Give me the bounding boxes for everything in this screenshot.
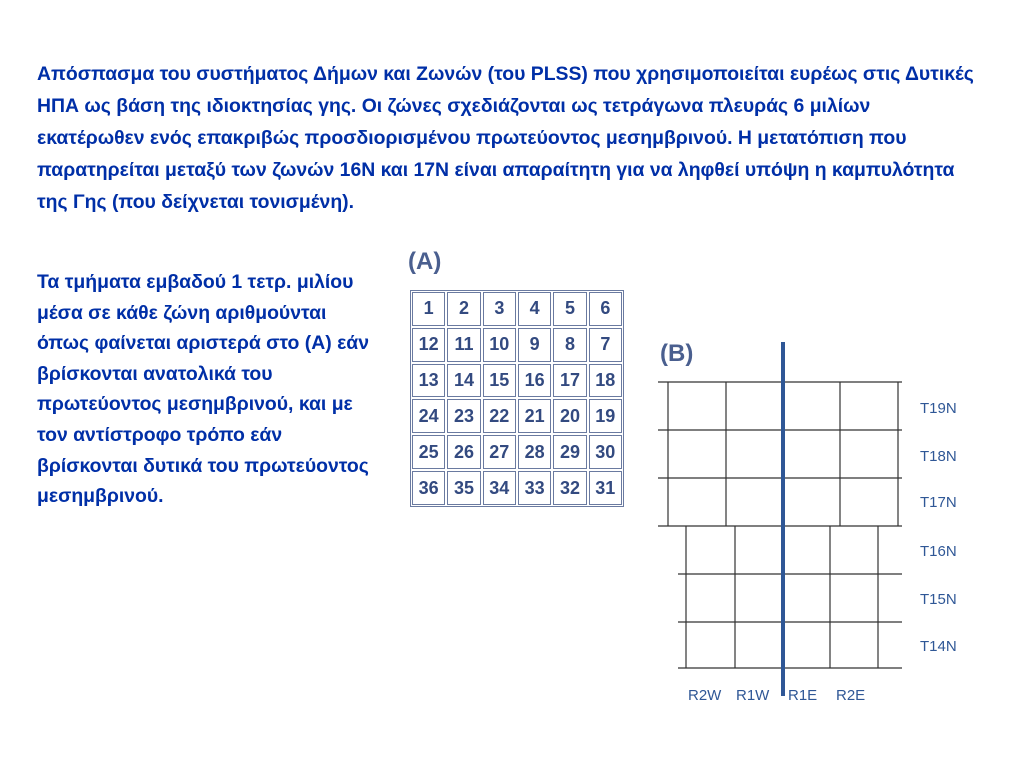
section-cell: 22 [483, 399, 516, 433]
section-cell: 12 [412, 328, 445, 362]
section-cell: 30 [589, 435, 622, 469]
section-cell: 28 [518, 435, 551, 469]
township-label: T14N [920, 638, 957, 655]
figure-b-label: (B) [660, 340, 694, 367]
section-cell: 15 [483, 364, 516, 398]
township-label: T19N [920, 400, 957, 417]
range-label: R2E [836, 687, 866, 704]
section-numbering-grid [410, 290, 624, 507]
range-label: R1W [736, 687, 770, 704]
section-cell: 36 [412, 471, 445, 505]
section-cell: 2 [447, 292, 480, 326]
township-label: T15N [920, 591, 957, 608]
section-cell: 27 [483, 435, 516, 469]
range-labels [688, 687, 865, 704]
section-cell: 3 [483, 292, 516, 326]
section-cell: 14 [447, 364, 480, 398]
section-cell: 6 [589, 292, 622, 326]
township-labels [920, 400, 957, 655]
section-cell: 23 [447, 399, 480, 433]
section-cell: 11 [447, 328, 480, 362]
section-cell: 21 [518, 399, 551, 433]
township-grid-lines [658, 382, 902, 668]
section-cell: 17 [553, 364, 586, 398]
section-cell: 24 [412, 399, 445, 433]
section-cell: 5 [553, 292, 586, 326]
section-cell: 33 [518, 471, 551, 505]
section-cell: 9 [518, 328, 551, 362]
section-cell: 16 [518, 364, 551, 398]
section-cell: 1 [412, 292, 445, 326]
range-label: R1E [788, 687, 818, 704]
section-cell: 25 [412, 435, 445, 469]
intro-paragraph: Απόσπασμα του συστήματος Δήμων και Ζωνών (του PLSS) που χρησιμοποιείται ευρέως στις Δυτικές ΗΠΑ ως βάση της ιδιοκτησίας γης. Οι ζώνες σχεδιάζονται ως τετράγωνα πλευράς 6 μιλίων εκατέρωθεν ενός επακριβώς προσδιορισμένου πρωτεύοντος μεσημβρινού. Η μετατόπιση που παρατηρείται μεταξύ των ζωνών 16N και 17N είναι απαραίτητη για να ληφθεί υπόψη η καμπυλότητα της Γης (που δείχνεται τονισμένη). [37, 63, 974, 213]
township-label: T17N [920, 494, 957, 511]
township-label: T16N [920, 543, 957, 560]
section-cell: 19 [589, 399, 622, 433]
section-cell: 35 [447, 471, 480, 505]
section-cell: 20 [553, 399, 586, 433]
figure-a-label: (A) [408, 248, 442, 275]
section-cell: 34 [483, 471, 516, 505]
section-cell: 18 [589, 364, 622, 398]
section-cell: 8 [553, 328, 586, 362]
section-cell: 7 [589, 328, 622, 362]
section-cell: 4 [518, 292, 551, 326]
section-cell: 29 [553, 435, 586, 469]
township-range-diagram [640, 330, 980, 720]
section-cell: 26 [447, 435, 480, 469]
section-cell: 31 [589, 471, 622, 505]
section-cell: 10 [483, 328, 516, 362]
section-cell: 13 [412, 364, 445, 398]
section-cell: 32 [553, 471, 586, 505]
township-label: T18N [920, 448, 957, 465]
sections-paragraph: Τα τμήματα εμβαδού 1 τετρ. μιλίου μέσα σε κάθε ζώνη αριθμούνται όπως φαίνεται αριστερά στο (Α) εάν βρίσκονται ανατολικά του πρωτεύοντος μεσημβρινού, και με τον αντίστροφο τρόπο εάν βρίσκονται δυτικά του πρωτεύοντος μεσημβρινού. [37, 271, 369, 508]
range-label: R2W [688, 687, 722, 704]
